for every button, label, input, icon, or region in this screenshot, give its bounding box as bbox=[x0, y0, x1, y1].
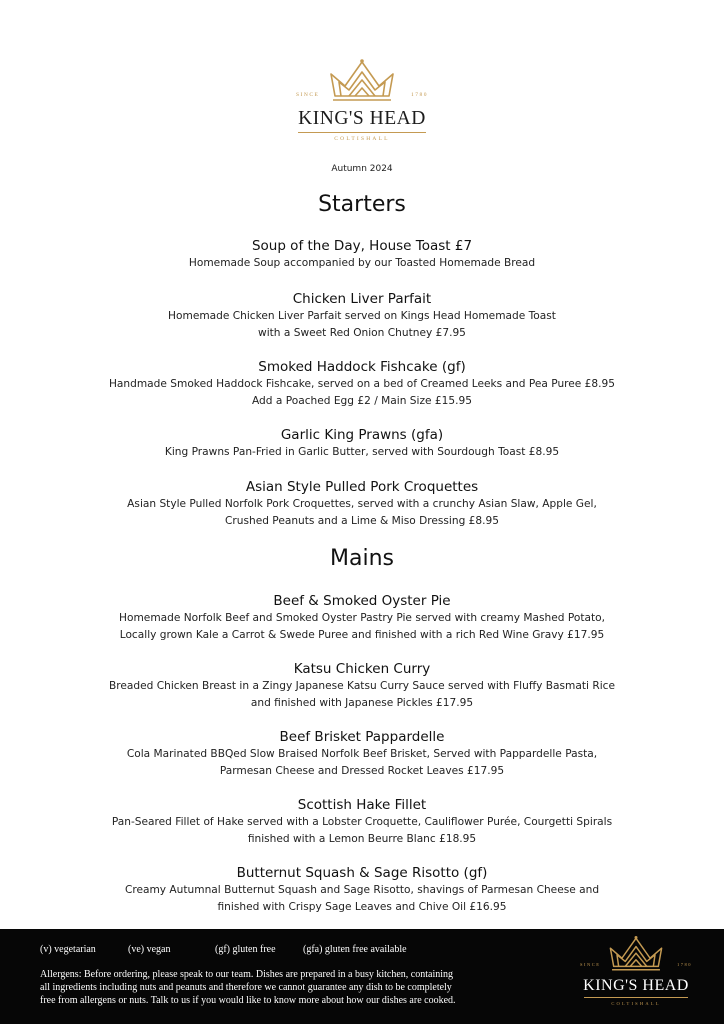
item-title: Smoked Haddock Fishcake (gf) bbox=[258, 359, 466, 375]
crown-icon bbox=[327, 58, 397, 104]
legend-gluten-free-available: (gfa) gluten free available bbox=[303, 944, 407, 955]
brand-divider bbox=[298, 132, 426, 133]
item-title: Soup of the Day, House Toast £7 bbox=[251, 238, 473, 254]
item-description: and finished with Japanese Pickles £17.95 bbox=[250, 697, 474, 709]
item-title: Beef & Smoked Oyster Pie bbox=[273, 593, 451, 609]
section-heading-starters: Starters bbox=[318, 192, 406, 217]
item-description: Breaded Chicken Breast in a Zingy Japanese Katsu Curry Sauce served with Fluffy Basmati Rice bbox=[109, 680, 615, 692]
item-description: Handmade Smoked Haddock Fishcake, served on a bed of Creamed Leeks and Pea Puree £8.95 bbox=[108, 378, 616, 390]
item-description: Homemade Norfolk Beef and Smoked Oyster Pastry Pie served with creamy Mashed Potato, bbox=[119, 612, 605, 624]
since-label: SINCE bbox=[580, 962, 601, 967]
menu-item bbox=[0, 864, 724, 916]
since-year: 1780 bbox=[411, 92, 428, 98]
crown-logo bbox=[576, 935, 696, 975]
crown-logo bbox=[292, 58, 432, 106]
section-heading-mains: Mains bbox=[330, 546, 394, 571]
allergen-line: free from allergens or nuts. Talk to us if you would like to know more about how our dishes are cooked. bbox=[40, 995, 456, 1006]
brand-divider bbox=[584, 997, 688, 998]
allergen-line: Allergens: Before ordering, please speak to our team. Dishes are prepared in a busy kitchen, containing bbox=[40, 969, 454, 980]
item-description: Pan-Seared Fillet of Hake served with a Lobster Croquette, Cauliflower Purée, Courgetti Spirals bbox=[111, 816, 613, 828]
item-description: Locally grown Kale a Carrot & Swede Puree and finished with a rich Red Wine Gravy £17.95 bbox=[119, 629, 605, 641]
menu-item bbox=[0, 237, 724, 272]
legend-vegetarian: (v) vegetarian bbox=[40, 944, 96, 955]
item-description: with a Sweet Red Onion Chutney £7.95 bbox=[258, 327, 466, 339]
item-description: Cola Marinated BBQed Slow Braised Norfolk Beef Brisket, Served with Pappardelle Pasta, bbox=[126, 748, 598, 760]
menu-item bbox=[0, 796, 724, 848]
menu-item bbox=[0, 290, 724, 342]
brand-location: COLTISHALL bbox=[334, 136, 390, 142]
brand-name: KING'S HEAD bbox=[583, 977, 689, 994]
since-year: 1780 bbox=[677, 962, 692, 967]
item-title: Beef Brisket Pappardelle bbox=[279, 729, 445, 745]
item-description: Homemade Chicken Liver Parfait served on Kings Head Homemade Toast bbox=[168, 310, 556, 322]
menu-item bbox=[0, 592, 724, 644]
legend-vegan: (ve) vegan bbox=[128, 944, 171, 955]
item-title: Butternut Squash & Sage Risotto (gf) bbox=[236, 865, 488, 881]
item-title: Chicken Liver Parfait bbox=[292, 291, 432, 307]
footer-logo bbox=[571, 935, 701, 1006]
crown-icon bbox=[607, 935, 665, 973]
menu-item bbox=[0, 660, 724, 712]
brand-location: COLTISHALL bbox=[611, 1001, 661, 1006]
menu-item bbox=[0, 358, 724, 410]
header-logo bbox=[0, 58, 724, 142]
item-description: Parmesan Cheese and Dressed Rocket Leaves £17.95 bbox=[219, 765, 505, 777]
season-label: Autumn 2024 bbox=[331, 164, 393, 174]
item-title: Garlic King Prawns (gfa) bbox=[280, 427, 444, 443]
menu-item bbox=[0, 478, 724, 530]
item-description: Homemade Soup accompanied by our Toasted Homemade Bread bbox=[188, 257, 536, 269]
item-title: Asian Style Pulled Pork Croquettes bbox=[245, 479, 479, 495]
item-description: Crushed Peanuts and a Lime & Miso Dressing £8.95 bbox=[225, 515, 499, 527]
brand-name: KING'S HEAD bbox=[298, 108, 426, 129]
item-title: Scottish Hake Fillet bbox=[297, 797, 427, 813]
allergen-line: all ingredients including nuts and peanuts and therefore we cannot guarantee any dish to be completely bbox=[40, 982, 452, 993]
menu-item bbox=[0, 728, 724, 780]
legend-gluten-free: (gf) gluten free bbox=[215, 944, 276, 955]
item-description: finished with Crispy Sage Leaves and Chive Oil £16.95 bbox=[217, 901, 507, 913]
item-title: Katsu Chicken Curry bbox=[293, 661, 431, 677]
item-description: Creamy Autumnal Butternut Squash and Sage Risotto, shavings of Parmesan Cheese and bbox=[124, 884, 600, 896]
footer-bar bbox=[0, 929, 724, 1024]
item-description: Asian Style Pulled Norfolk Pork Croquettes, served with a crunchy Asian Slaw, Apple Gel, bbox=[127, 498, 597, 510]
menu-item bbox=[0, 426, 724, 461]
since-label: SINCE bbox=[296, 92, 320, 98]
allergen-notice bbox=[40, 968, 510, 1007]
item-description: finished with a Lemon Beurre Blanc £18.95 bbox=[247, 833, 477, 845]
item-description: Add a Poached Egg £2 / Main Size £15.95 bbox=[251, 395, 472, 407]
item-description: King Prawns Pan-Fried in Garlic Butter, served with Sourdough Toast £8.95 bbox=[164, 446, 560, 458]
